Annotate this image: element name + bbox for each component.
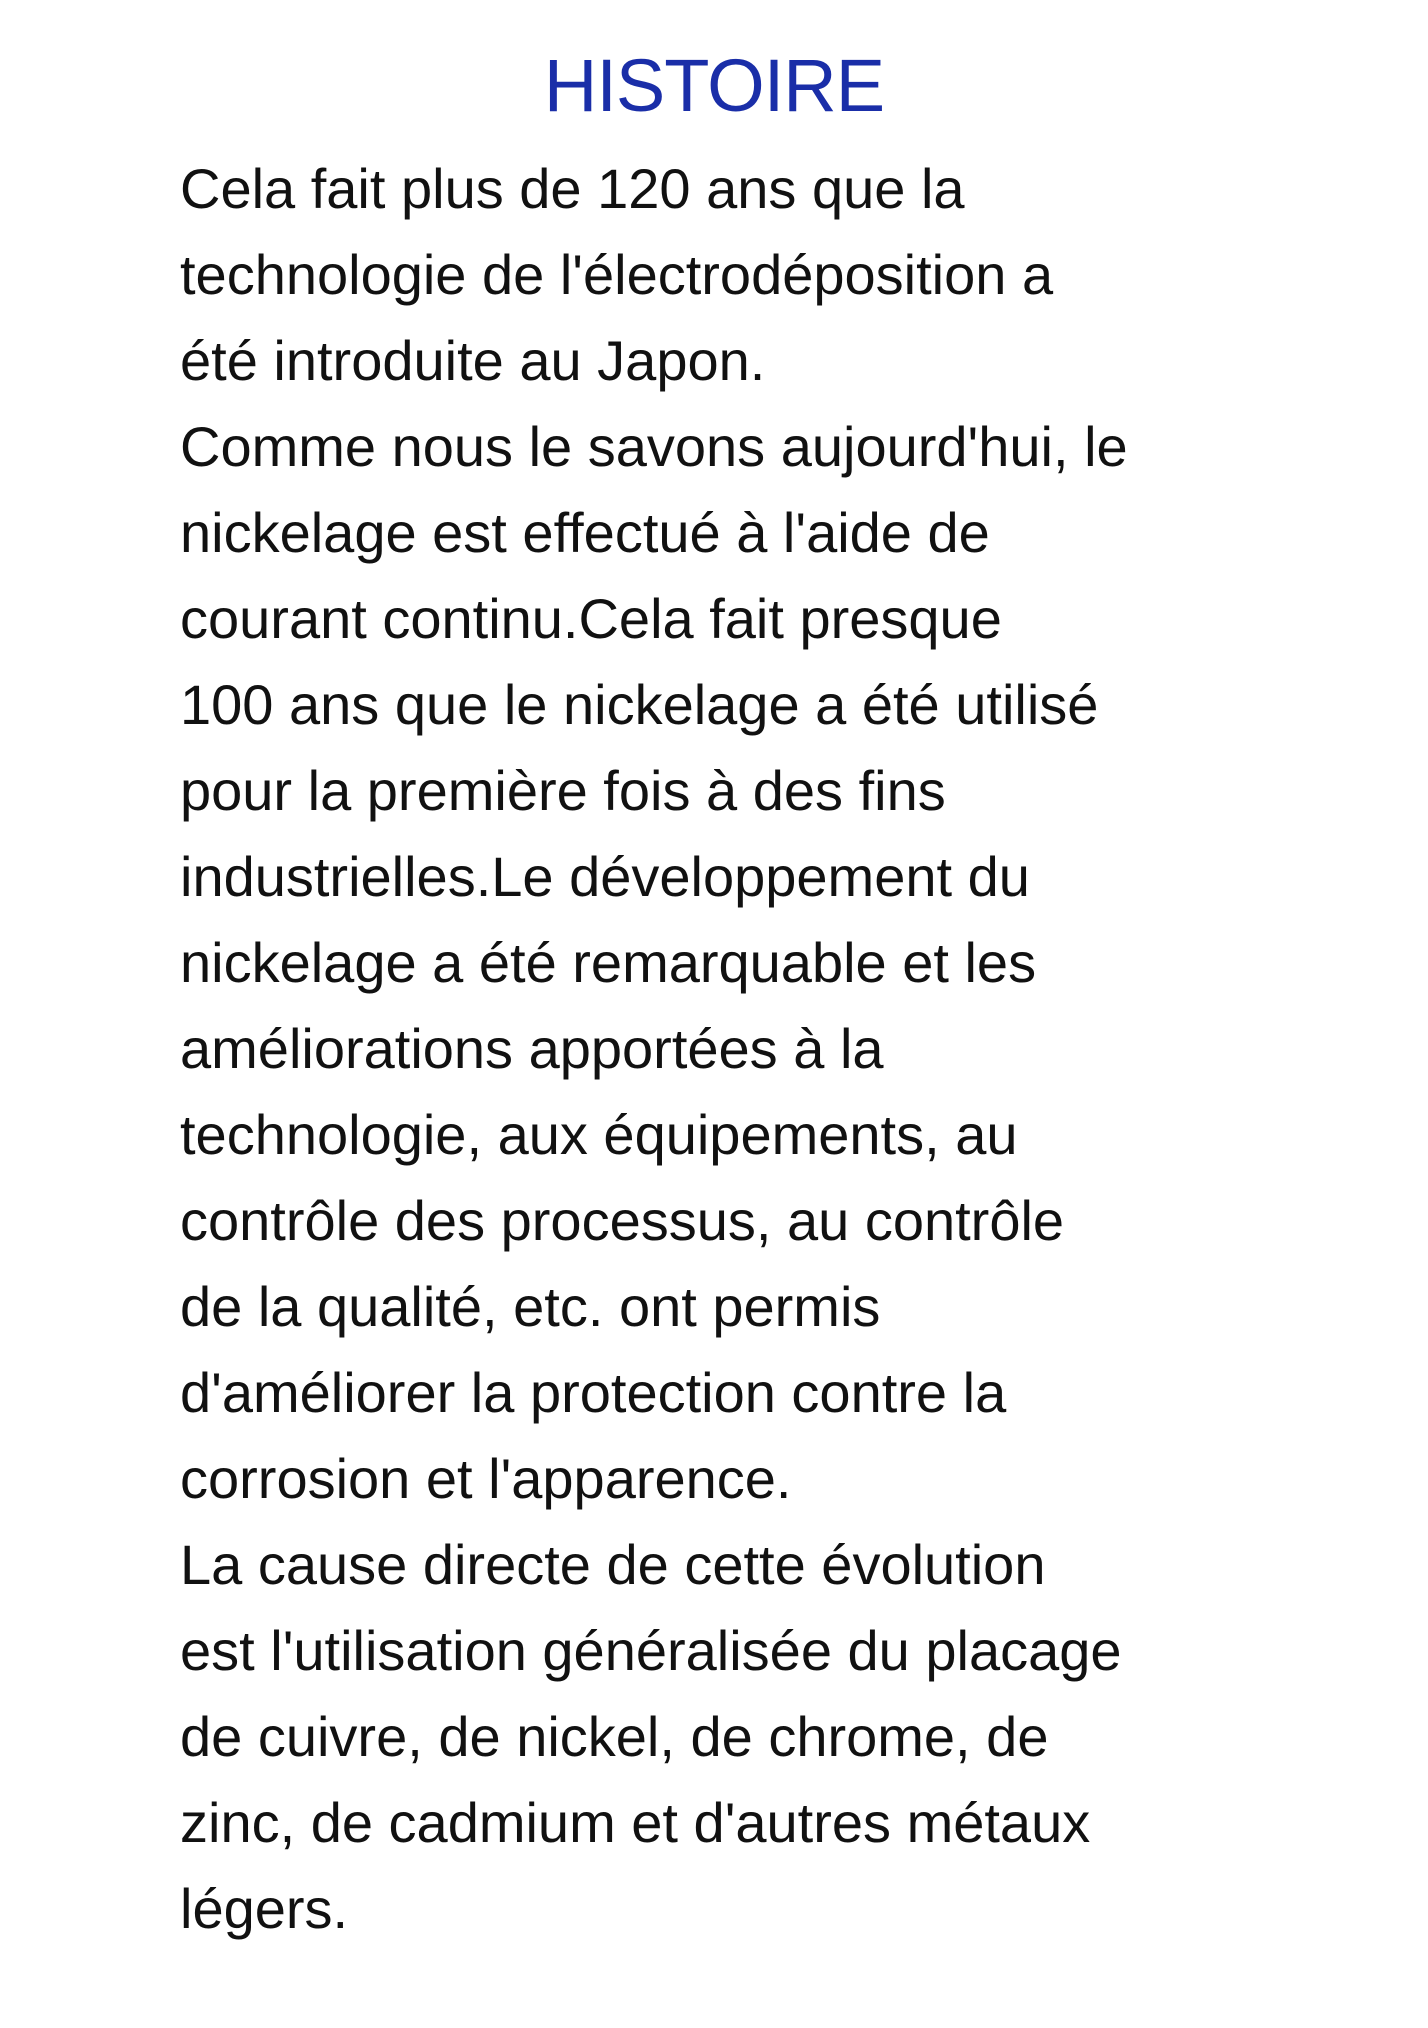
text-line: La cause directe de cette évolution [180, 1533, 1046, 1596]
text-line: Cela fait plus de 120 ans que la [180, 157, 965, 220]
text-line: d'améliorer la protection contre la [180, 1361, 1007, 1424]
text-line: été introduite au Japon. [180, 329, 766, 392]
text-line: Comme nous le savons aujourd'hui, le [180, 415, 1128, 478]
text-line: corrosion et l'apparence. [180, 1447, 792, 1510]
text-line: de la qualité, etc. ont permis [180, 1275, 881, 1338]
text-line: pour la première fois à des fins [180, 759, 946, 822]
text-line: technologie de l'électrodéposition a [180, 243, 1054, 306]
text-line: nickelage a été remarquable et les [180, 931, 1037, 994]
text-line: est l'utilisation généralisée du placage [180, 1619, 1122, 1682]
text-line: industrielles.Le développement du [180, 845, 1030, 908]
text-line: 100 ans que le nickelage a été utilisé [180, 673, 1099, 736]
text-line: technologie, aux équipements, au [180, 1103, 1018, 1166]
page-title: HISTOIRE [543, 44, 885, 127]
text-line: nickelage est effectué à l'aide de [180, 501, 990, 564]
text-line: courant continu.Cela fait presque [180, 587, 1002, 650]
text-line: zinc, de cadmium et d'autres métaux [180, 1791, 1091, 1854]
text-line: de cuivre, de nickel, de chrome, de [180, 1705, 1049, 1768]
text-line: contrôle des processus, au contrôle [180, 1189, 1065, 1252]
history-text [180, 146, 1320, 1952]
text-line: améliorations apportées à la [180, 1017, 884, 1080]
text-line: légers. [180, 1877, 349, 1940]
